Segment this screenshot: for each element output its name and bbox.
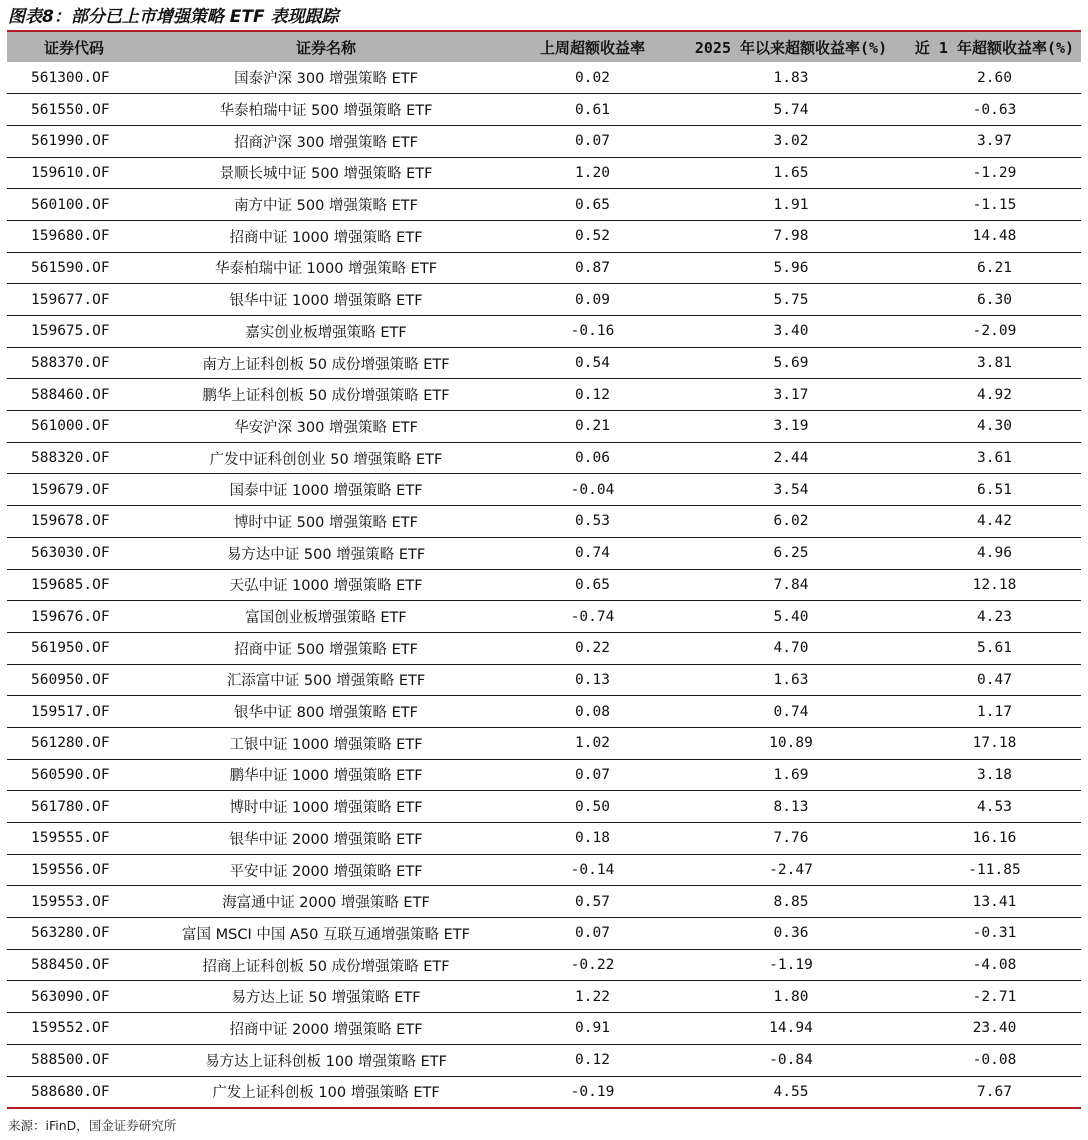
table-row [7, 442, 1081, 474]
cell-1y: 4.92 [908, 379, 1081, 411]
table-row [7, 632, 1081, 664]
cell-1y: -1.15 [908, 189, 1081, 221]
cell-name: 南方上证科创板 50 成份增强策略 ETF [141, 347, 511, 379]
cell-code: 560100.OF [7, 189, 141, 221]
cell-name: 国泰沪深 300 增强策略 ETF [234, 71, 418, 88]
cell-name: 鹏华上证科创板 50 成份增强策略 ETF [141, 379, 511, 411]
table-row [7, 284, 1081, 316]
table-row [7, 125, 1081, 157]
cell-last-week: 0.54 [511, 347, 674, 379]
cell-last-week: 0.74 [511, 537, 674, 569]
cell-ytd: 10.89 [674, 727, 908, 759]
cell-last-week: 0.13 [511, 664, 674, 696]
cell-code: 588500.OF [7, 1044, 141, 1076]
cell-code: 159676.OF [7, 601, 141, 633]
cell-name: 招商中证 2000 增强策略 ETF [141, 1013, 511, 1045]
cell-last-week: 0.12 [511, 1044, 674, 1076]
cell-name: 易方达中证 500 增强策略 ETF [141, 537, 511, 569]
table-row [7, 823, 1081, 855]
cell-ytd: 3.19 [674, 411, 908, 443]
cell-1y: 0.47 [908, 664, 1081, 696]
cell-code: 159678.OF [7, 506, 141, 538]
cell-ytd: 8.85 [674, 886, 908, 918]
cell-code: 563090.OF [7, 981, 141, 1013]
cell-name: 国泰中证 1000 增强策略 ETF [141, 474, 511, 506]
cell-ytd: 4.70 [674, 632, 908, 664]
cell-name: 银华中证 2000 增强策略 ETF [141, 823, 511, 855]
table-row [7, 601, 1081, 633]
table-row [7, 1076, 1081, 1108]
cell-1y: 2.60 [977, 69, 1012, 86]
cell-last-week: 0.21 [511, 411, 674, 443]
cell-code: 159680.OF [7, 220, 141, 252]
table-header-row [7, 31, 1081, 62]
cell-code: 159610.OF [7, 157, 141, 189]
cell-code: 159685.OF [7, 569, 141, 601]
cell-name: 华泰柏瑞中证 1000 增强策略 ETF [141, 252, 511, 284]
cell-code: 159679.OF [7, 474, 141, 506]
table-row [7, 506, 1081, 538]
cell-code: 561300.OF [31, 69, 110, 86]
table-row [7, 94, 1081, 126]
cell-name: 银华中证 1000 增强策略 ETF [141, 284, 511, 316]
cell-ytd: 2.44 [674, 442, 908, 474]
cell-ytd: 5.69 [674, 347, 908, 379]
table-row [7, 696, 1081, 728]
cell-last-week: 1.20 [511, 157, 674, 189]
cell-last-week: 0.07 [511, 125, 674, 157]
table-row [7, 157, 1081, 189]
cell-last-week: 0.22 [511, 632, 674, 664]
cell-ytd: 5.75 [674, 284, 908, 316]
cell-1y: 6.30 [908, 284, 1081, 316]
cell-ytd: 3.40 [674, 316, 908, 348]
cell-last-week: 0.07 [511, 918, 674, 950]
table-row [7, 886, 1081, 918]
cell-ytd: 5.96 [674, 252, 908, 284]
cell-name: 天弘中证 1000 增强策略 ETF [141, 569, 511, 601]
cell-1y: 4.96 [908, 537, 1081, 569]
cell-last-week: 0.18 [511, 823, 674, 855]
cell-code: 560950.OF [7, 664, 141, 696]
table-row [7, 759, 1081, 791]
cell-ytd: 3.17 [674, 379, 908, 411]
cell-1y: -0.31 [908, 918, 1081, 950]
etf-performance-table [7, 30, 1081, 1109]
cell-1y: -1.29 [908, 157, 1081, 189]
header-1y: 近 1 年超额收益率(%) [914, 38, 1075, 57]
cell-ytd: 3.54 [674, 474, 908, 506]
cell-last-week: -0.22 [511, 949, 674, 981]
cell-last-week: 0.57 [511, 886, 674, 918]
cell-last-week: 1.22 [511, 981, 674, 1013]
cell-code: 159675.OF [7, 316, 141, 348]
cell-1y: 1.17 [908, 696, 1081, 728]
cell-last-week: -0.19 [511, 1076, 674, 1108]
cell-1y: 3.18 [908, 759, 1081, 791]
cell-code: 561590.OF [7, 252, 141, 284]
cell-ytd: 1.80 [674, 981, 908, 1013]
cell-name: 易方达上证科创板 100 增强策略 ETF [141, 1044, 511, 1076]
cell-last-week: 0.61 [511, 94, 674, 126]
cell-code: 560590.OF [7, 759, 141, 791]
table-row [7, 569, 1081, 601]
cell-1y: 16.16 [908, 823, 1081, 855]
cell-ytd: -2.47 [674, 854, 908, 886]
cell-ytd: 8.13 [674, 791, 908, 823]
cell-name: 华泰柏瑞中证 500 增强策略 ETF [141, 94, 511, 126]
cell-ytd: 0.74 [674, 696, 908, 728]
cell-last-week: 0.08 [511, 696, 674, 728]
cell-name: 嘉实创业板增强策略 ETF [141, 316, 511, 348]
cell-ytd: 1.65 [674, 157, 908, 189]
cell-1y: 4.23 [908, 601, 1081, 633]
cell-ytd: 7.84 [674, 569, 908, 601]
cell-ytd: -1.19 [674, 949, 908, 981]
table-row [7, 854, 1081, 886]
cell-name: 海富通中证 2000 增强策略 ETF [141, 886, 511, 918]
cell-last-week: -0.04 [511, 474, 674, 506]
cell-1y: -2.09 [908, 316, 1081, 348]
cell-code: 159555.OF [7, 823, 141, 855]
table-row [7, 918, 1081, 950]
etf-table-wrapper [7, 30, 1081, 1109]
cell-last-week: 1.02 [511, 727, 674, 759]
table-row [7, 537, 1081, 569]
header-name: 证券名称 [295, 38, 356, 57]
cell-last-week: -0.14 [511, 854, 674, 886]
cell-ytd: 14.94 [674, 1013, 908, 1045]
cell-name: 招商沪深 300 增强策略 ETF [141, 125, 511, 157]
cell-code: 561990.OF [7, 125, 141, 157]
cell-1y: 6.21 [908, 252, 1081, 284]
cell-code: 561000.OF [7, 411, 141, 443]
table-row [7, 664, 1081, 696]
cell-last-week: 0.52 [511, 220, 674, 252]
table-row [7, 411, 1081, 443]
cell-last-week: -0.16 [511, 316, 674, 348]
cell-ytd: 1.83 [773, 69, 809, 86]
cell-1y: -4.08 [908, 949, 1081, 981]
cell-ytd: 1.91 [674, 189, 908, 221]
cell-ytd: 5.74 [674, 94, 908, 126]
cell-name: 富国创业板增强策略 ETF [141, 601, 511, 633]
cell-last-week: 0.12 [511, 379, 674, 411]
cell-name: 鹏华中证 1000 增强策略 ETF [141, 759, 511, 791]
table-row [7, 727, 1081, 759]
cell-ytd: -0.84 [674, 1044, 908, 1076]
cell-ytd: 7.76 [674, 823, 908, 855]
table-body [7, 62, 1081, 1108]
cell-1y: 3.97 [908, 125, 1081, 157]
cell-ytd: 6.02 [674, 506, 908, 538]
cell-name: 平安中证 2000 增强策略 ETF [141, 854, 511, 886]
cell-name: 广发上证科创板 100 增强策略 ETF [141, 1076, 511, 1108]
cell-name: 华安沪深 300 增强策略 ETF [141, 411, 511, 443]
cell-1y: 3.81 [908, 347, 1081, 379]
cell-1y: 13.41 [908, 886, 1081, 918]
header-ytd: 2025 年以来超额收益率(%) [694, 38, 888, 57]
cell-code: 588370.OF [7, 347, 141, 379]
cell-name: 银华中证 800 增强策略 ETF [141, 696, 511, 728]
cell-name: 景顺长城中证 500 增强策略 ETF [141, 157, 511, 189]
table-row [7, 1044, 1081, 1076]
cell-code: 561950.OF [7, 632, 141, 664]
header-last-week: 上周超额收益率 [539, 38, 645, 57]
cell-code: 159677.OF [7, 284, 141, 316]
cell-code: 561550.OF [7, 94, 141, 126]
cell-ytd: 3.02 [674, 125, 908, 157]
cell-name: 易方达上证 50 增强策略 ETF [141, 981, 511, 1013]
cell-name: 招商上证科创板 50 成份增强策略 ETF [141, 949, 511, 981]
cell-code: 588460.OF [7, 379, 141, 411]
cell-code: 561780.OF [7, 791, 141, 823]
cell-last-week: 0.09 [511, 284, 674, 316]
cell-1y: 17.18 [908, 727, 1081, 759]
cell-code: 159517.OF [7, 696, 141, 728]
table-row [7, 474, 1081, 506]
cell-code: 588450.OF [7, 949, 141, 981]
cell-code: 563280.OF [7, 918, 141, 950]
cell-last-week: -0.74 [511, 601, 674, 633]
cell-ytd: 1.63 [674, 664, 908, 696]
cell-code: 588680.OF [7, 1076, 141, 1108]
cell-name: 汇添富中证 500 增强策略 ETF [141, 664, 511, 696]
cell-1y: 5.61 [908, 632, 1081, 664]
cell-ytd: 4.55 [674, 1076, 908, 1108]
table-row [7, 220, 1081, 252]
cell-name: 南方中证 500 增强策略 ETF [141, 189, 511, 221]
cell-last-week: 0.91 [511, 1013, 674, 1045]
cell-name: 招商中证 1000 增强策略 ETF [141, 220, 511, 252]
table-row [7, 316, 1081, 348]
table-row [7, 981, 1081, 1013]
table-row [7, 379, 1081, 411]
cell-1y: 4.42 [908, 506, 1081, 538]
cell-last-week: 0.06 [511, 442, 674, 474]
cell-1y: -11.85 [908, 854, 1081, 886]
cell-name: 博时中证 500 增强策略 ETF [141, 506, 511, 538]
cell-ytd: 5.40 [674, 601, 908, 633]
cell-1y: 4.53 [908, 791, 1081, 823]
cell-1y: 6.51 [908, 474, 1081, 506]
cell-1y: 23.40 [908, 1013, 1081, 1045]
cell-last-week: 0.02 [575, 69, 610, 86]
cell-last-week: 0.87 [511, 252, 674, 284]
cell-1y: -0.63 [908, 94, 1081, 126]
cell-name: 工银中证 1000 增强策略 ETF [141, 727, 511, 759]
cell-1y: -0.08 [908, 1044, 1081, 1076]
cell-ytd: 0.36 [674, 918, 908, 950]
table-row [7, 1013, 1081, 1045]
cell-last-week: 0.65 [511, 569, 674, 601]
cell-last-week: 0.65 [511, 189, 674, 221]
header-code: 证券代码 [43, 38, 104, 57]
cell-name: 富国 MSCI 中国 A50 互联互通增强策略 ETF [141, 918, 511, 950]
cell-ytd: 7.98 [674, 220, 908, 252]
cell-code: 563030.OF [7, 537, 141, 569]
table-row [7, 252, 1081, 284]
figure-title: 图表8：部分已上市增强策略 ETF 表现跟踪 [8, 7, 339, 27]
cell-code: 159552.OF [7, 1013, 141, 1045]
cell-1y: 7.67 [908, 1076, 1081, 1108]
cell-code: 159556.OF [7, 854, 141, 886]
cell-code: 588320.OF [7, 442, 141, 474]
cell-1y: -2.71 [908, 981, 1081, 1013]
cell-ytd: 1.69 [674, 759, 908, 791]
cell-name: 广发中证科创创业 50 增强策略 ETF [141, 442, 511, 474]
cell-last-week: 0.53 [511, 506, 674, 538]
table-row [7, 189, 1081, 221]
table-row [7, 791, 1081, 823]
table-row [7, 949, 1081, 981]
cell-name: 博时中证 1000 增强策略 ETF [141, 791, 511, 823]
cell-code: 561280.OF [7, 727, 141, 759]
table-row [7, 347, 1081, 379]
cell-1y: 3.61 [908, 442, 1081, 474]
cell-code: 159553.OF [7, 886, 141, 918]
cell-last-week: 0.07 [511, 759, 674, 791]
cell-1y: 14.48 [908, 220, 1081, 252]
source-note: 来源：iFinD，国金证券研究所 [8, 1118, 177, 1133]
table-row [7, 62, 1081, 94]
cell-last-week: 0.50 [511, 791, 674, 823]
cell-ytd: 6.25 [674, 537, 908, 569]
cell-1y: 4.30 [908, 411, 1081, 443]
cell-1y: 12.18 [908, 569, 1081, 601]
cell-name: 招商中证 500 增强策略 ETF [141, 632, 511, 664]
